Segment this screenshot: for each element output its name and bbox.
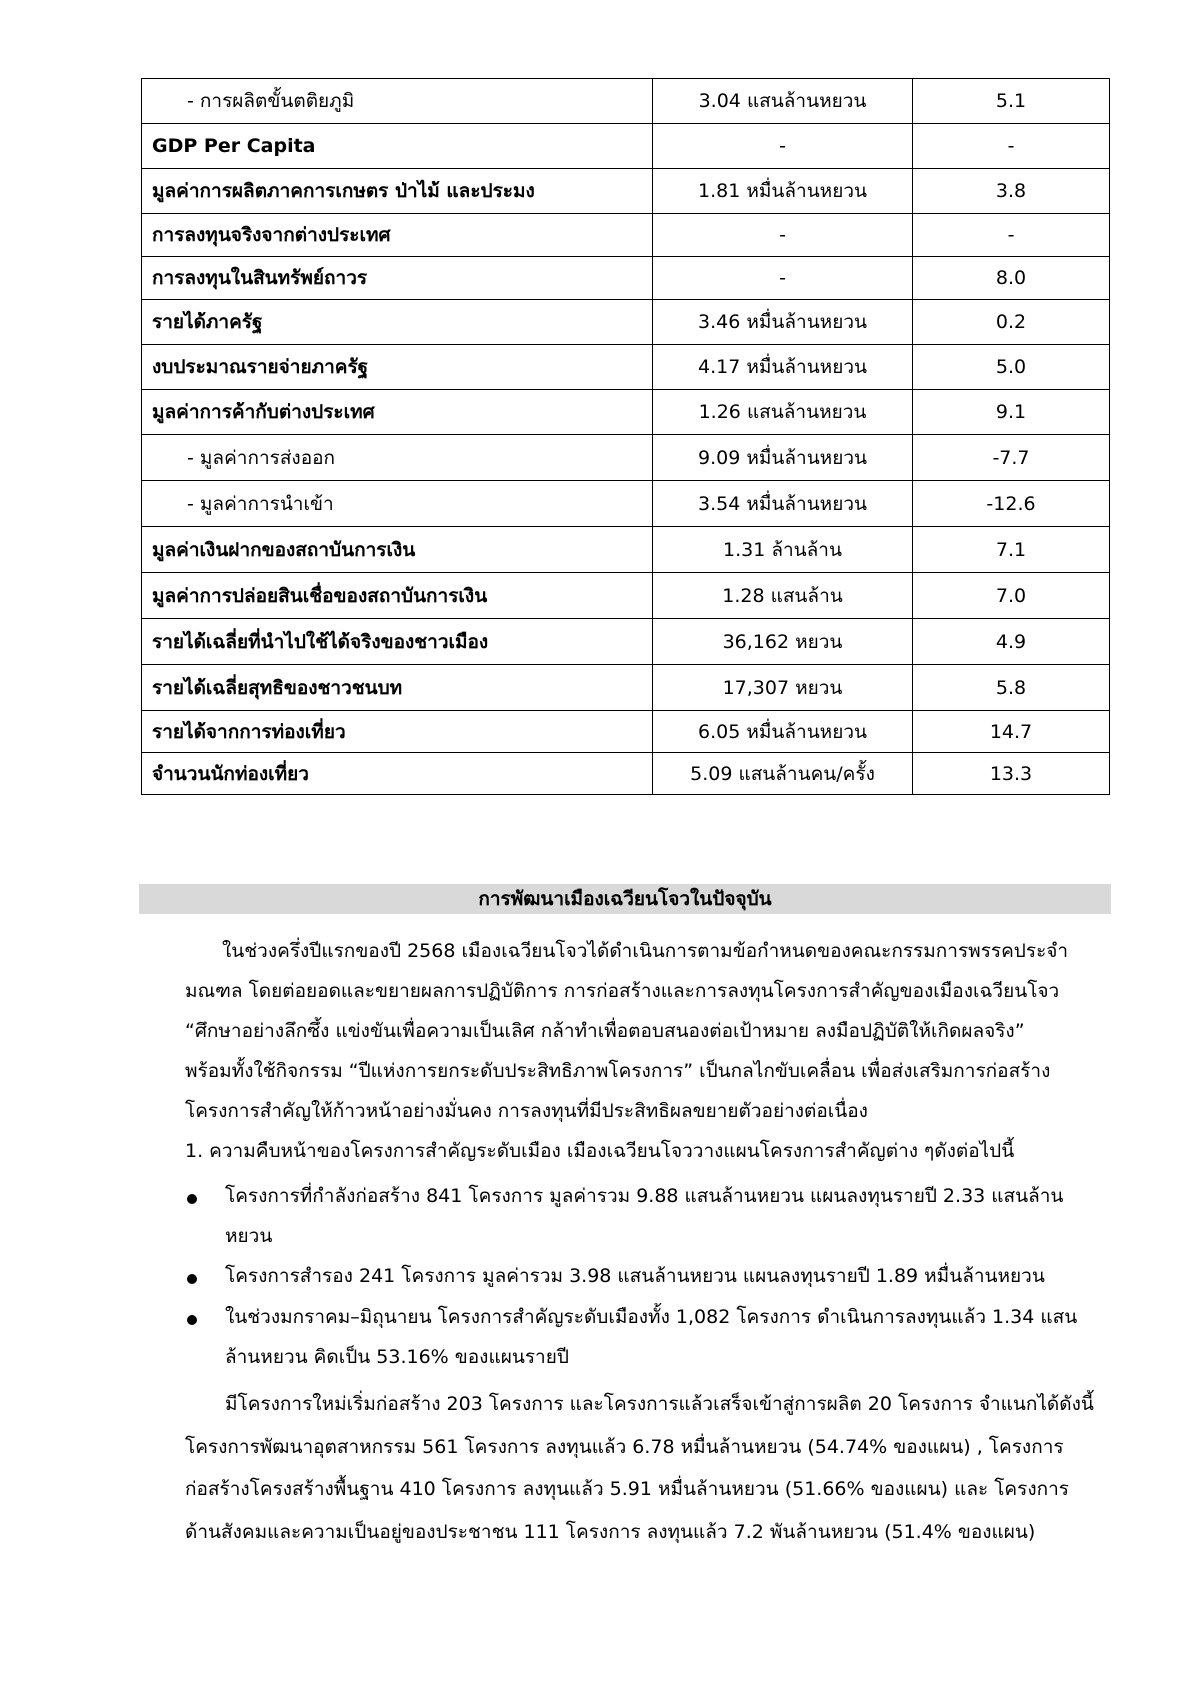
table-row [142, 214, 1110, 257]
bullet-line: ล้านหยวน คิดเป็น 53.16% ของแผนรายปี [225, 1346, 569, 1368]
paragraph-line: โครงการสำคัญให้ก้าวหน้าอย่างมั่นคง การลงทุนที่มีประสิทธิผลขยายตัวอย่างต่อเนื่อง [185, 1100, 868, 1122]
table-row [142, 124, 1110, 169]
bullet-line: หยวน [225, 1225, 273, 1247]
row-value: 1.31 ล้านล้าน [653, 527, 913, 573]
row-change-percent: 7.0 [913, 573, 1110, 619]
row-label: จำนวนนักท่องเที่ยว [142, 753, 653, 795]
row-value: 3.54 หมื่นล้านหยวน [653, 481, 913, 527]
table-row [142, 435, 1110, 481]
row-label: รายได้ภาครัฐ [142, 300, 653, 345]
paragraph-line: “ศึกษาอย่างลึกซึ้ง แข่งขันเพื่อความเป็นเลิศ กล้าทำเพื่อตอบสนองต่อเป้าหมาย ลงมือปฏิบัติให้เกิดผลจริง” [185, 1020, 1025, 1042]
row-change-percent: 3.8 [913, 169, 1110, 214]
row-label: มูลค่าการปล่อยสินเชื่อของสถาบันการเงิน [142, 573, 653, 619]
row-change-percent: 14.7 [913, 711, 1110, 753]
table-row [142, 79, 1110, 124]
row-label: รายได้เฉลี่ยสุทธิของชาวชนบท [142, 665, 653, 711]
paragraph-line: โครงการพัฒนาอุตสาหกรรม 561 โครงการ ลงทุนแล้ว 6.78 หมื่นล้านหยวน (54.74% ของแผน) , โครงการ [185, 1436, 1064, 1458]
row-value: - [653, 257, 913, 300]
table-row [142, 390, 1110, 435]
row-label: การลงทุนจริงจากต่างประเทศ [142, 214, 653, 257]
table-row [142, 257, 1110, 300]
row-change-percent: 8.0 [913, 257, 1110, 300]
table-row [142, 711, 1110, 753]
row-label: - มูลค่าการนำเข้า [142, 481, 653, 527]
table-row [142, 527, 1110, 573]
paragraph-line: มีโครงการใหม่เริ่มก่อสร้าง 203 โครงการ และโครงการแล้วเสร็จเข้าสู่การผลิต 20 โครงการ จำแนกได้ดังนี้ [225, 1393, 1094, 1415]
bullet-icon [187, 1194, 197, 1204]
row-label: รายได้เฉลี่ยที่นำไปใช้ได้จริงของชาวเมือง [142, 619, 653, 665]
paragraph-line: ในช่วงครึ่งปีแรกของปี 2568 เมืองเฉวียนโจวได้ดำเนินการตามข้อกำหนดของคณะกรรมการพรรคประจำ [222, 940, 1069, 962]
row-change-percent: 13.3 [913, 753, 1110, 795]
row-change-percent: 4.9 [913, 619, 1110, 665]
bullet-line: โครงการที่กำลังก่อสร้าง 841 โครงการ มูลค่ารวม 9.88 แสนล้านหยวน แผนลงทุนรายปี 2.33 แสนล้าน [225, 1185, 1064, 1207]
numbered-point: 1. ความคืบหน้าของโครงการสำคัญระดับเมือง เมืองเฉวียนโจววางแผนโครงการสำคัญต่าง ๆดังต่อไปนี้ [185, 1140, 1015, 1162]
row-value: - [653, 214, 913, 257]
bullet-icon [187, 1274, 197, 1284]
row-value: - [653, 124, 913, 169]
bullet-line: โครงการสำรอง 241 โครงการ มูลค่ารวม 3.98 แสนล้านหยวน แผนลงทุนรายปี 1.89 หมื่นล้านหยวน [225, 1265, 1045, 1287]
row-change-percent: -7.7 [913, 435, 1110, 481]
row-label: งบประมาณรายจ่ายภาครัฐ [142, 345, 653, 390]
table-row [142, 573, 1110, 619]
row-change-percent: 5.0 [913, 345, 1110, 390]
row-label: มูลค่าเงินฝากของสถาบันการเงิน [142, 527, 653, 573]
row-label: GDP Per Capita [142, 124, 653, 169]
row-value: 1.26 แสนล้านหยวน [653, 390, 913, 435]
table-row [142, 665, 1110, 711]
row-change-percent: - [913, 124, 1110, 169]
row-change-percent: 5.8 [913, 665, 1110, 711]
row-change-percent: -12.6 [913, 481, 1110, 527]
table-row [142, 481, 1110, 527]
row-value: 36,162 หยวน [653, 619, 913, 665]
row-change-percent: 7.1 [913, 527, 1110, 573]
row-label: - มูลค่าการส่งออก [142, 435, 653, 481]
statistics-table-body [142, 79, 1110, 795]
bullet-icon [187, 1315, 197, 1325]
table-row [142, 169, 1110, 214]
table-row [142, 300, 1110, 345]
section-heading: การพัฒนาเมืองเฉวียนโจวในปัจจุบัน [139, 884, 1111, 914]
bullet-line: ในช่วงมกราคม–มิถุนายน โครงการสำคัญระดับเมืองทั้ง 1,082 โครงการ ดำเนินการลงทุนแล้ว 1.34 แสน [225, 1306, 1078, 1328]
row-change-percent: 0.2 [913, 300, 1110, 345]
row-value: 5.09 แสนล้านคน/ครั้ง [653, 753, 913, 795]
row-value: 9.09 หมื่นล้านหยวน [653, 435, 913, 481]
row-value: 1.81 หมื่นล้านหยวน [653, 169, 913, 214]
row-change-percent: 5.1 [913, 79, 1110, 124]
statistics-table [141, 78, 1110, 795]
row-change-percent: - [913, 214, 1110, 257]
paragraph-line: ด้านสังคมและความเป็นอยู่ของประชาชน 111 โครงการ ลงทุนแล้ว 7.2 พันล้านหยวน (51.4% ของแผน) [185, 1521, 1036, 1543]
row-label: มูลค่าการผลิตภาคการเกษตร ป่าไม้ และประมง [142, 169, 653, 214]
paragraph-line: ก่อสร้างโครงสร้างพื้นฐาน 410 โครงการ ลงทุนแล้ว 5.91 หมื่นล้านหยวน (51.66% ของแผน) และ โครงการ [185, 1478, 1069, 1500]
row-value: 3.46 หมื่นล้านหยวน [653, 300, 913, 345]
row-value: 17,307 หยวน [653, 665, 913, 711]
row-change-percent: 9.1 [913, 390, 1110, 435]
paragraph-line: พร้อมทั้งใช้กิจกรรม “ปีแห่งการยกระดับประสิทธิภาพโครงการ” เป็นกลไกขับเคลื่อน เพื่อส่งเสริมการก่อสร้าง [185, 1060, 1051, 1082]
row-value: 4.17 หมื่นล้านหยวน [653, 345, 913, 390]
row-label: รายได้จากการท่องเที่ยว [142, 711, 653, 753]
row-label: มูลค่าการค้ากับต่างประเทศ [142, 390, 653, 435]
row-label: - การผลิตขั้นตติยภูมิ [142, 79, 653, 124]
table-row [142, 345, 1110, 390]
paragraph-line: มณฑล โดยต่อยอดและขยายผลการปฏิบัติการ การก่อสร้างและการลงทุนโครงการสำคัญของเมืองเฉวียนโจว [185, 980, 1060, 1002]
row-value: 6.05 หมื่นล้านหยวน [653, 711, 913, 753]
row-label: การลงทุนในสินทรัพย์ถาวร [142, 257, 653, 300]
table-row [142, 619, 1110, 665]
row-value: 1.28 แสนล้าน [653, 573, 913, 619]
table-row [142, 753, 1110, 795]
row-value: 3.04 แสนล้านหยวน [653, 79, 913, 124]
